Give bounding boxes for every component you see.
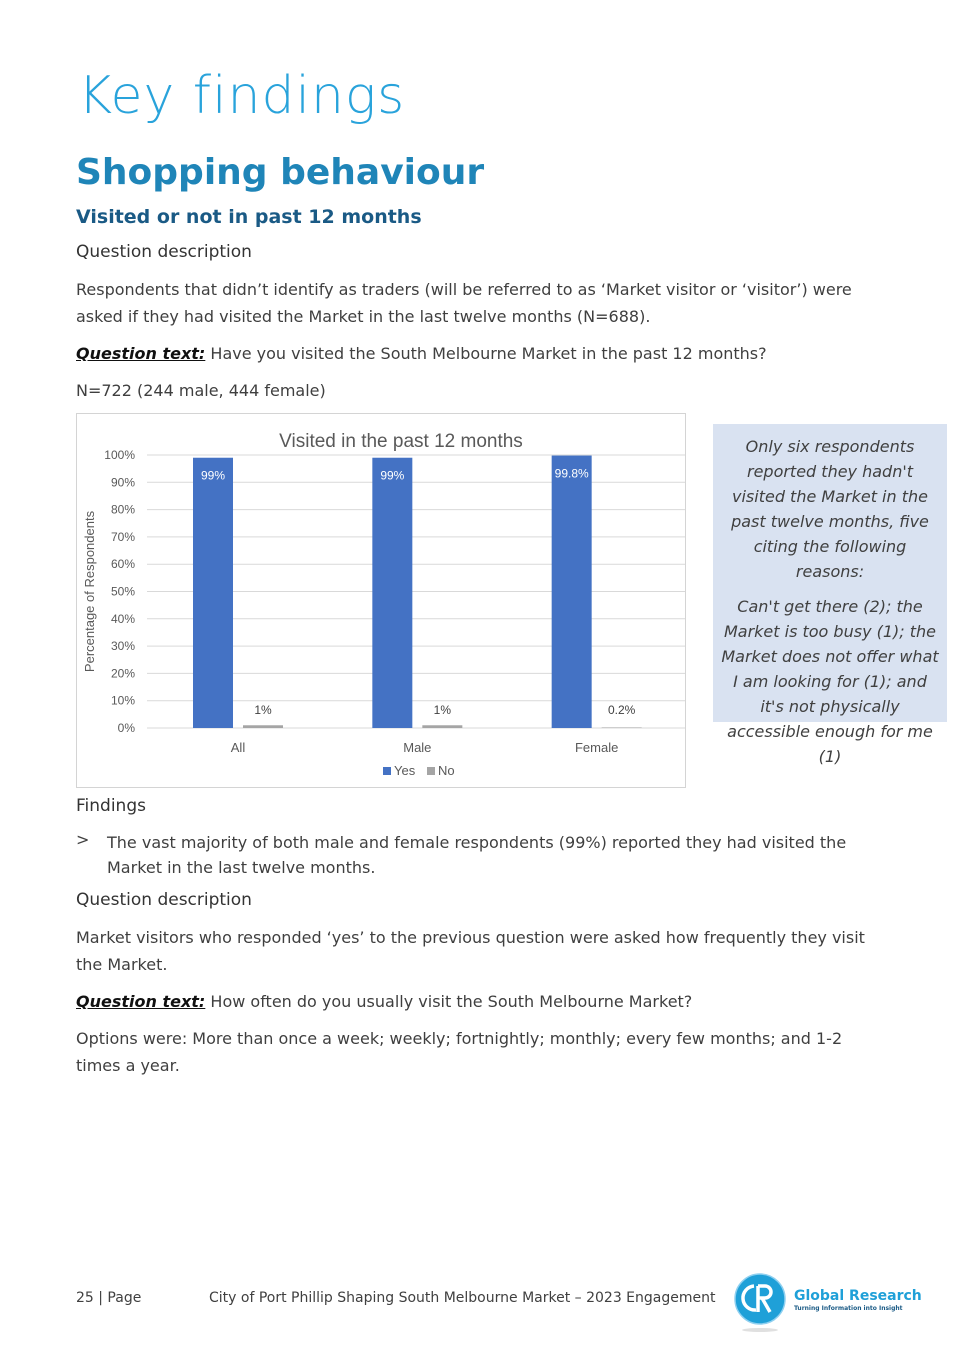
bar-label-no: 1%	[254, 703, 272, 717]
subsection-heading: Visited or not in past 12 months	[76, 206, 422, 228]
callout-box	[713, 424, 947, 766]
question-text-value: Have you visited the South Melbourne Market in the past 12 months?	[205, 344, 767, 363]
bar-no	[602, 727, 642, 728]
global-research-logo	[732, 1272, 932, 1332]
y-tick-label: 30%	[110, 639, 135, 654]
options-text: Options were: More than once a week; weekly; fortnightly; monthly; every few months; and 1-2 times a year.	[76, 1029, 843, 1075]
legend-label-no: No	[438, 763, 455, 778]
y-tick-label: 10%	[110, 693, 135, 708]
document-title: City of Port Phillip Shaping South Melbourne Market – 2023 Engagement	[209, 1290, 716, 1306]
page-title: Key findings	[78, 66, 406, 126]
logo-name: Global Research	[794, 1288, 922, 1304]
bar-label-yes: 99.8%	[554, 466, 589, 481]
chart-container	[76, 413, 686, 788]
gr-logo-icon	[732, 1272, 792, 1332]
y-tick-label: 90%	[110, 475, 135, 490]
question-text-label: Question text:	[76, 344, 206, 363]
chart-title: Visited in the past 12 months	[279, 431, 523, 452]
y-tick-label: 0%	[117, 721, 135, 735]
bar-label-no: 0.2%	[607, 703, 636, 717]
page-number: 25 | Page	[76, 1290, 142, 1306]
y-tick-label: 40%	[110, 611, 135, 626]
findings-bullet	[76, 830, 876, 880]
y-tick-label: 70%	[110, 529, 135, 544]
y-tick-label: 100%	[104, 448, 135, 462]
bar-no	[422, 725, 462, 728]
y-tick-label: 50%	[110, 584, 135, 599]
bar-label-no: 1%	[433, 703, 452, 717]
x-tick-label: Male	[403, 740, 432, 755]
bar-chart	[77, 414, 685, 787]
bar-yes	[552, 456, 592, 728]
bar-yes	[372, 458, 412, 728]
callout-para-1: Only six respondents reported they hadn't visited the Market in the past twelve months, five citing the following reasons:	[731, 437, 929, 581]
question-description-text: Respondents that didn’t identify as traders (will be referred to as ‘Market visitor or ‘visitor’) were asked if they had visited the Market in the last twelve months (N=688).	[76, 280, 852, 326]
findings-heading: Findings	[76, 796, 146, 816]
bullet-marker: >	[76, 830, 90, 849]
x-tick-label: All	[230, 740, 246, 755]
question-text-line-2	[76, 988, 876, 1015]
question-text-label-2: Question text:	[76, 992, 206, 1011]
question-description-text-2: Market visitors who responded ‘yes’ to the previous question were asked how frequently they visit the Market.	[76, 928, 865, 974]
legend-swatch-yes	[383, 767, 391, 775]
sample-size: N=722 (244 male, 444 female)	[76, 381, 326, 400]
bullet-text: The vast majority of both male and female respondents (99%) reported they had visited the Market in the last twelve months.	[107, 833, 847, 877]
callout-para-2: Can't get there (2); the Market is too busy (1); the Market does not offer what I am looking for (1); and it's not physically accessible enough for me (1)	[721, 597, 939, 766]
y-tick-label: 60%	[110, 557, 135, 572]
question-text-line	[76, 340, 876, 367]
y-tick-label: 20%	[110, 666, 135, 681]
logo-tagline: Turning Information into Insight	[794, 1305, 903, 1312]
bar-no	[243, 725, 283, 728]
y-axis-label: Percentage of Respondents	[82, 510, 97, 673]
question-description-heading: Question description	[76, 242, 252, 262]
question-description-heading-2: Question description	[76, 890, 252, 910]
bar-label-yes: 99%	[200, 468, 226, 483]
legend-swatch-no	[427, 767, 435, 775]
y-tick-label: 80%	[110, 502, 135, 517]
question-text-value-2: How often do you usually visit the South Melbourne Market?	[205, 992, 693, 1011]
x-tick-label: Female	[574, 740, 619, 755]
bar-yes	[193, 458, 233, 728]
bar-label-yes: 99%	[380, 468, 405, 483]
section-heading: Shopping behaviour	[76, 152, 485, 193]
legend-label-yes: Yes	[394, 763, 416, 778]
